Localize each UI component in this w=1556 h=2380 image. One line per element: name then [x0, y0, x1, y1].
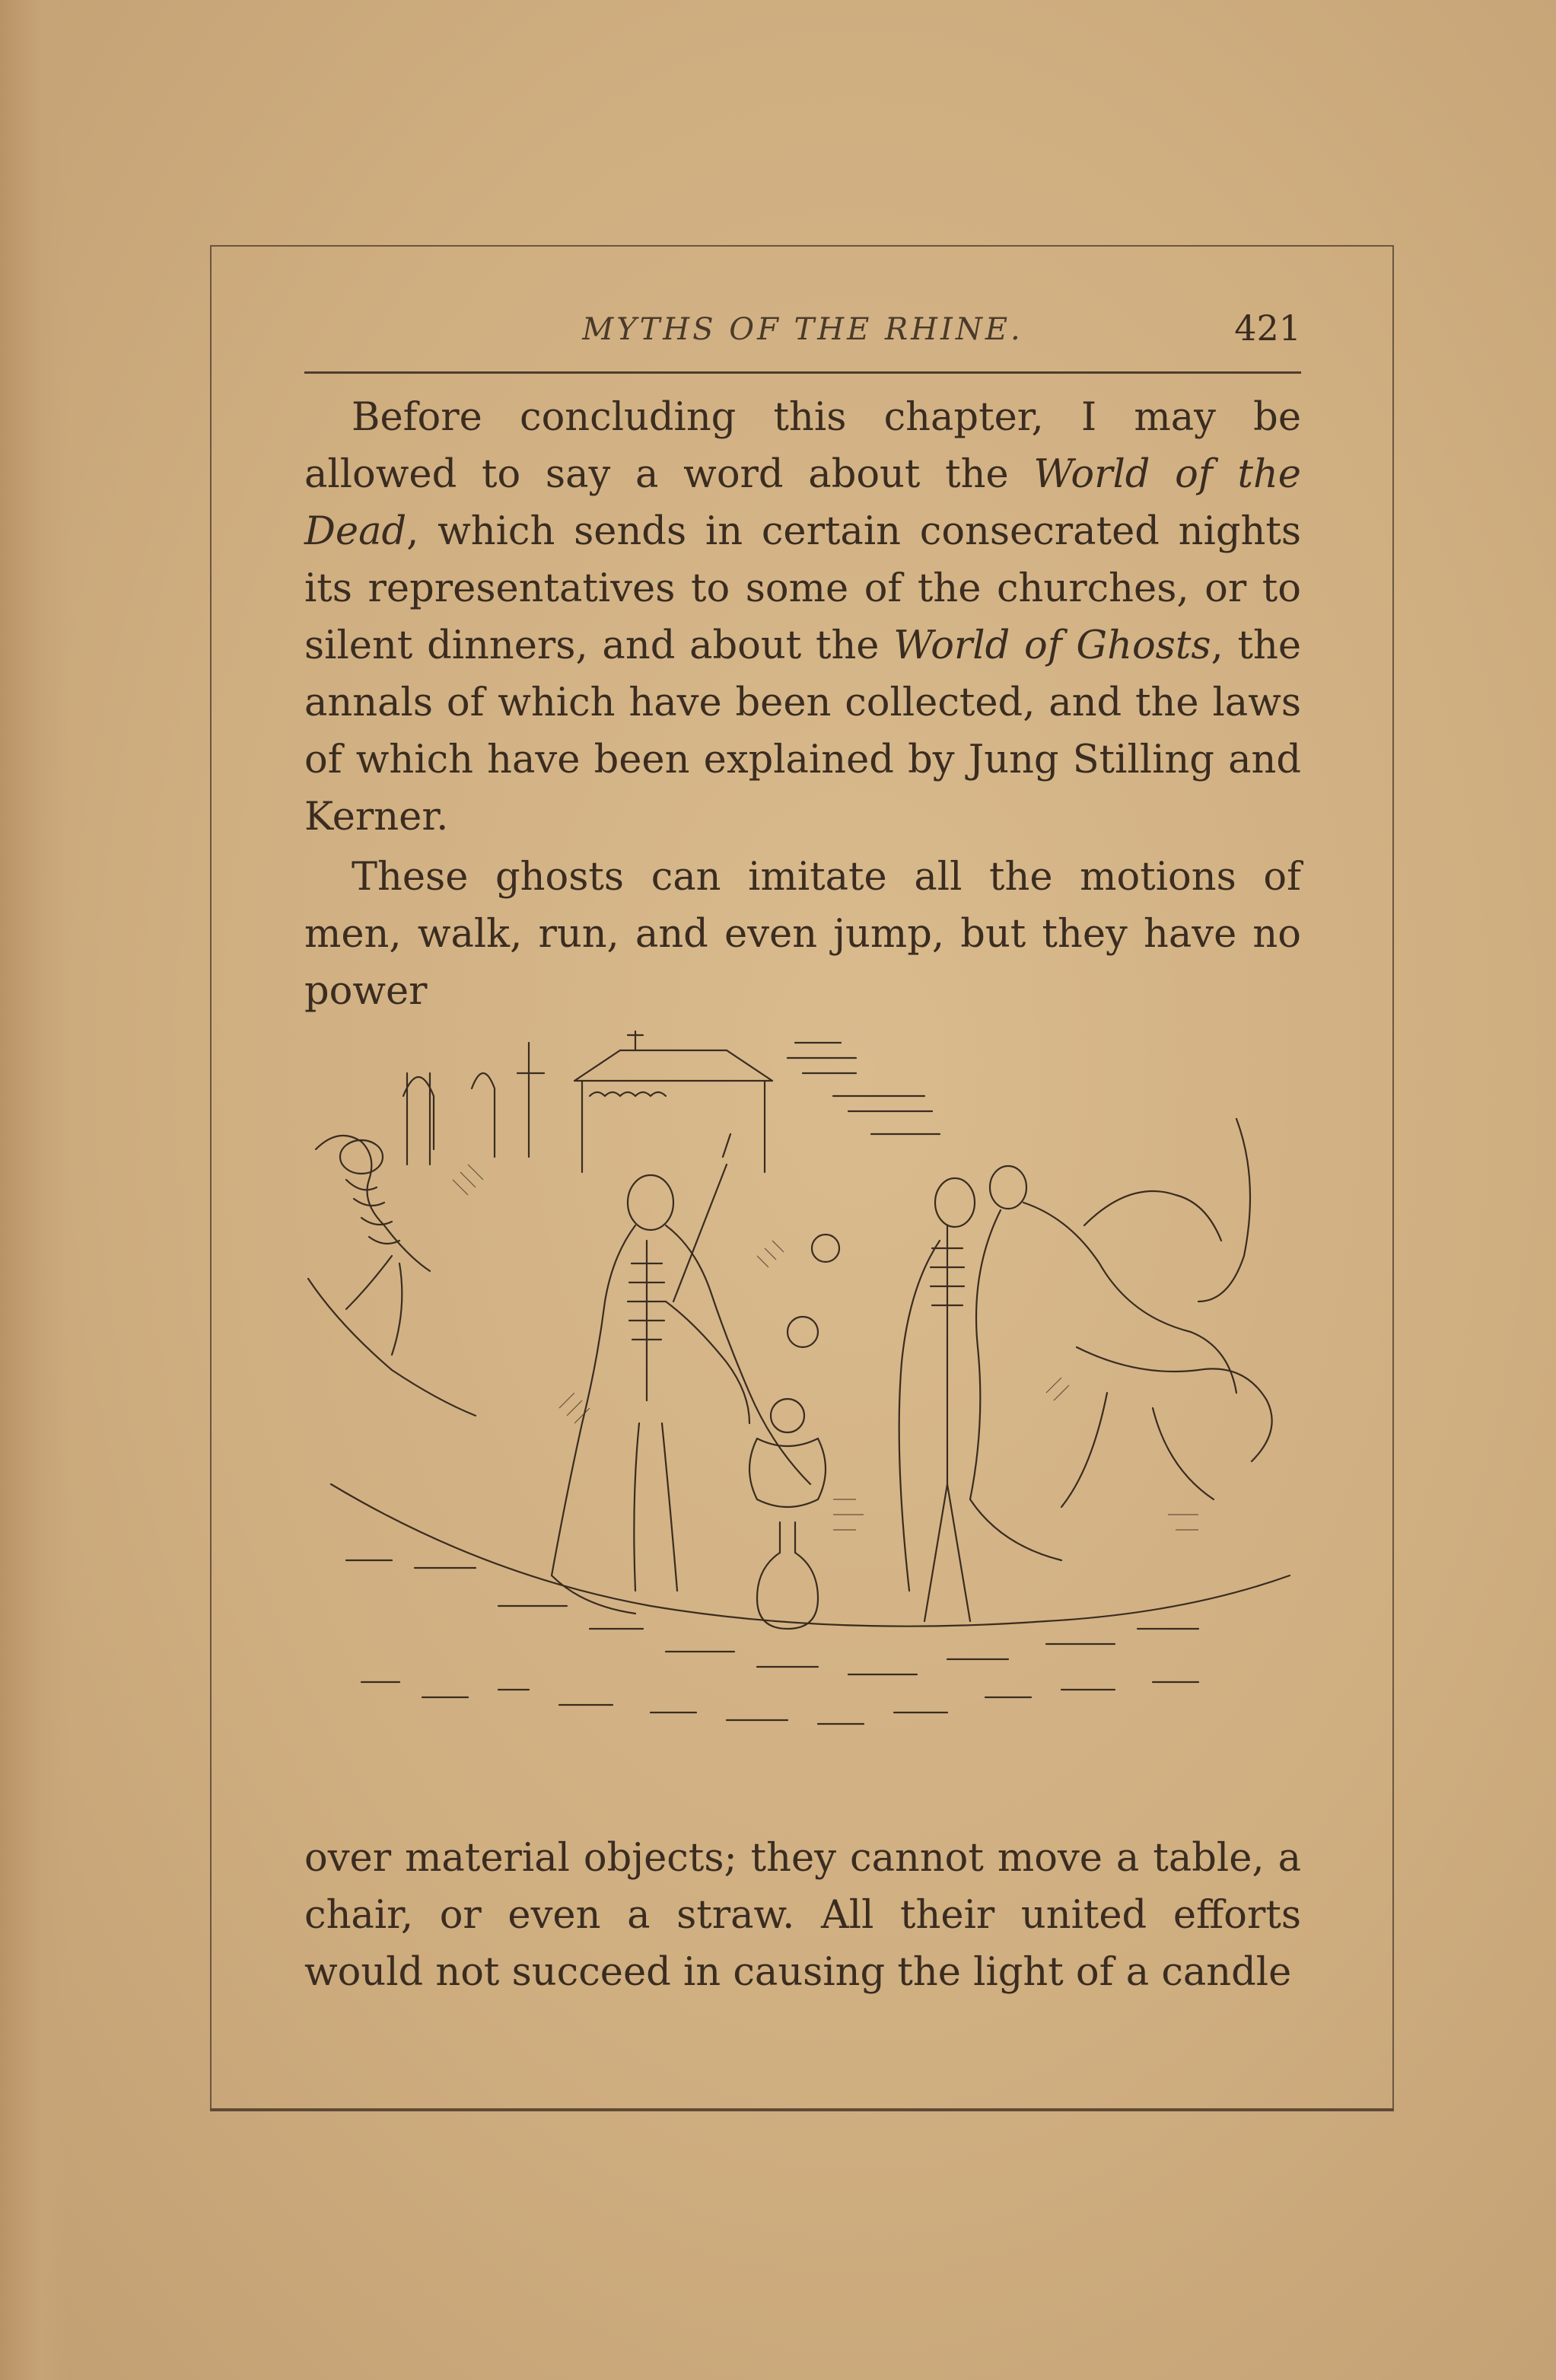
paragraph-3	[304, 1830, 1301, 2001]
page-frame-bottom-rule	[210, 2108, 1394, 2111]
paragraph-3-text: over material objects; they cannot move a table, a chair, or even a straw. All their united efforts would not succeed in causing the light of a candle	[304, 1836, 1301, 1995]
paragraph-1-text-b: , which sends in certain consecrated nights its representatives to some of the churches, or to silent dinners, and about the	[304, 509, 1301, 668]
skeletons-engraving	[301, 1028, 1316, 1758]
paragraph-1-text-a: Before concluding this chapter, I may be allowed to say a word about the	[304, 395, 1301, 497]
italic-world-of-ghosts: World of Ghosts	[893, 623, 1211, 668]
paragraph-1-text-c: , the annals of which have been collected, and the laws of which have been explained by Jung Stilling and Kerner.	[304, 623, 1301, 840]
italic-world-of-the-dead: World of the Dead	[304, 452, 1301, 554]
paragraph-1	[304, 389, 1301, 846]
running-head	[304, 304, 1301, 358]
paragraph-2	[304, 849, 1301, 1020]
page-number: 421	[1234, 307, 1301, 349]
paragraph-2-text: These ghosts can imitate all the motions of men, walk, run, and even jump, but they have no power	[304, 855, 1301, 1014]
header-rule	[304, 371, 1301, 374]
running-title: MYTHS OF THE RHINE.	[582, 312, 1023, 347]
page-left-edge	[0, 0, 68, 2380]
